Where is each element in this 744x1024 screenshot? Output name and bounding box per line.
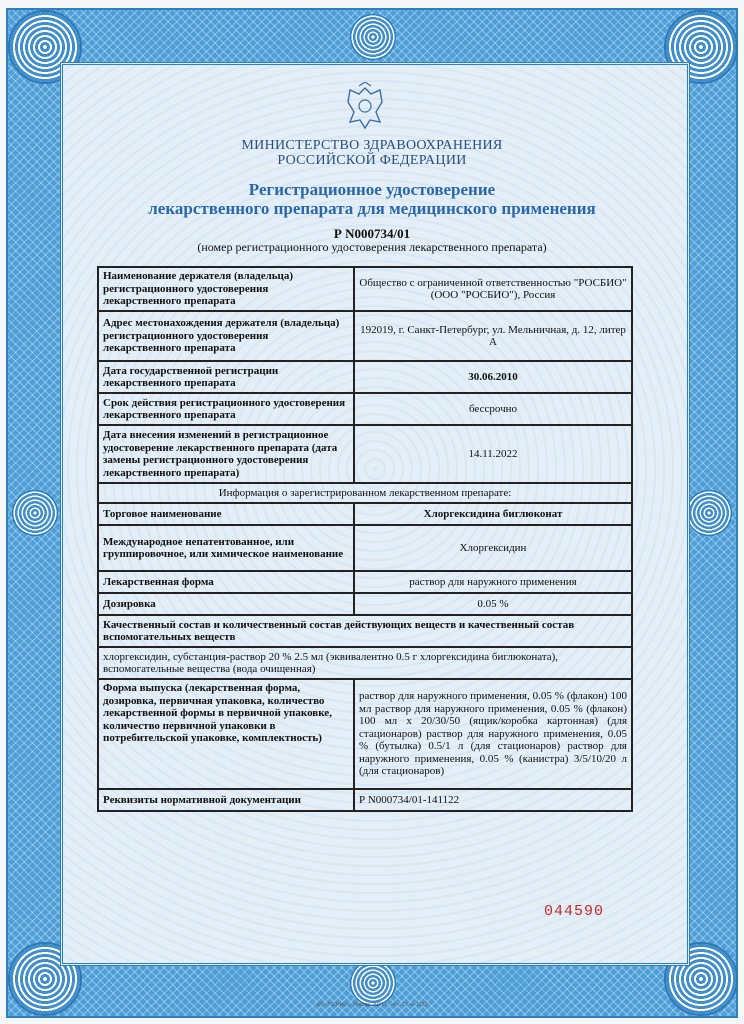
inn-value: Хлоргексидин (354, 525, 632, 571)
printer-imprint: АО «ГОЗНАК», Москва, 2021 г., «Б», ТУ № 1122 (316, 1002, 428, 1008)
table-row (98, 571, 632, 593)
ministry-line-1: МИНИСТЕРСТВО ЗДРАВООХРАНЕНИЯ (241, 138, 503, 153)
validity-value: бессрочно (354, 393, 632, 425)
title-line-1: Регистрационное удостоверение (248, 180, 496, 199)
ministry-name (100, 138, 644, 168)
serial-number: 044590 (544, 903, 605, 920)
table-row (98, 361, 632, 393)
table-row (98, 679, 632, 789)
table-row (98, 525, 632, 571)
coat-of-arms-emblem-icon (340, 82, 390, 134)
registration-table (97, 266, 633, 812)
dosage-label: Дозировка (98, 593, 354, 615)
table-row (98, 483, 632, 503)
table-row (98, 393, 632, 425)
registration-date-value: 30.06.2010 (354, 361, 632, 393)
normative-doc-label: Реквизиты нормативной документации (98, 789, 354, 811)
edge-rosette (350, 14, 396, 60)
registration-number-caption: (номер регистрационного удостоверения лекарственного препарата) (197, 240, 547, 254)
table-row (98, 503, 632, 525)
table-row (98, 647, 632, 679)
holder-label: Наименование держателя (владельца) регистрационного удостоверения лекарственного препарата (98, 267, 354, 311)
address-value: 192019, г. Санкт-Петербург, ул. Мельничная, д. 12, литер А (354, 311, 632, 361)
edge-rosette (12, 490, 58, 536)
change-date-value: 14.11.2022 (354, 425, 632, 483)
dosage-value: 0.05 % (354, 593, 632, 615)
dosage-form-value: раствор для наружного применения (354, 571, 632, 593)
validity-label: Срок действия регистрационного удостоверения лекарственного препарата (98, 393, 354, 425)
table-row (98, 425, 632, 483)
composition-heading: Качественный состав и количественный состав действующих веществ и качественный состав вспомогательных веществ (98, 615, 632, 647)
address-label: Адрес местонахождения держателя (владельца) регистрационного удостоверения лекарственного препарата (98, 311, 354, 361)
change-date-label: Дата внесения изменений в регистрационное удостоверение лекарственного препарата (дата замены регистрационного удостоверения лекарственного препарата) (98, 425, 354, 483)
composition-value: хлоргексидин, субстанция-раствор 20 % 2.5 мл (эквивалентно 0.5 г хлоргексидина биглюконата), вспомогательные вещества (вода очищенная) (98, 647, 632, 679)
table-row (98, 267, 632, 311)
release-form-value: раствор для наружного применения, 0.05 % (флакон) 100 мл раствор для наружного применения, 0.05 % (флакон) 100 мл x 20/30/50 (ящик/коробка картонная) (для стационаров) раствор для наружного применения, 0.05 % (бутылка) 0.5/1 л (для стационаров) раствор для наружного применения, 0.05 % (канистра) 3/5/10/20 л (для стационаров) (354, 679, 632, 789)
holder-value: Общество с ограниченной ответственностью "РОСБИО" (ООО "РОСБИО"), Россия (354, 267, 632, 311)
trade-name-label: Торговое наименование (98, 503, 354, 525)
edge-rosette (350, 960, 396, 1006)
table-row (98, 311, 632, 361)
table-row (98, 593, 632, 615)
edge-rosette (686, 490, 732, 536)
registration-number: Р N000734/01 (333, 226, 411, 241)
ministry-line-2: РОССИЙСКОЙ ФЕДЕРАЦИИ (277, 153, 467, 168)
info-heading: Информация о зарегистрированном лекарственном препарате: (98, 483, 632, 503)
normative-doc-value: Р N000734/01-141122 (354, 789, 632, 811)
title-line-2: лекарственного препарата для медицинского применения (148, 199, 596, 218)
table-row (98, 615, 632, 647)
inn-label: Международное непатентованное, или группировочное, или химическое наименование (98, 525, 354, 571)
document-title (100, 180, 644, 218)
table-row (98, 789, 632, 811)
trade-name-value: Хлоргексидина биглюконат (354, 503, 632, 525)
dosage-form-label: Лекарственная форма (98, 571, 354, 593)
release-form-label: Форма выпуска (лекарственная форма, дозировка, первичная упаковка, количество лекарственной формы в первичной упаковке, количество первичной упаковки в потребительской упаковке, комплектность) (98, 679, 354, 789)
registration-date-label: Дата государственной регистрации лекарственного препарата (98, 361, 354, 393)
